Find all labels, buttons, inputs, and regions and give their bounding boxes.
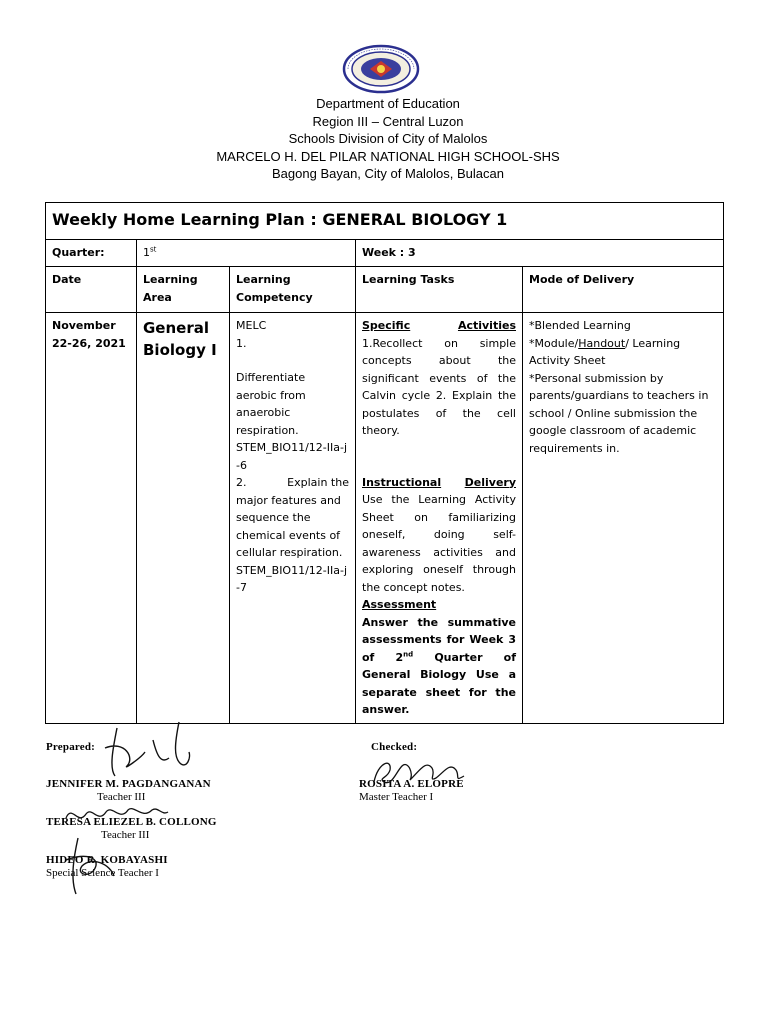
header-line-3: Schools Division of City of Malolos: [288, 131, 488, 146]
competency-item-2: major features and sequence the chemical events of cellular respiration.: [236, 493, 343, 559]
school-header: [0, 95, 768, 183]
handwritten-signature-1: [95, 718, 205, 780]
learning-plan-table: [45, 202, 724, 724]
competency-item-2-head: 2. Explain the: [236, 476, 349, 489]
signatory-2-name: TERESA ELIEZEL B. COLLONG: [46, 816, 217, 828]
date-cell: November 22-26, 2021: [46, 313, 137, 724]
signatory-2-title: Teacher III: [101, 829, 150, 841]
signatory-4-name: ROSITA A. ELOPRE: [359, 778, 464, 790]
header-line-4: MARCELO H. DEL PILAR NATIONAL HIGH SCHOOL-SHS: [216, 148, 560, 164]
assessment-text: Answer the summative assessments for Week 3 of 2nd Quarter of General Biology Use a separate sheet for the answer.: [362, 615, 516, 716]
deped-seal-logo: [342, 44, 420, 94]
header-line-2: Region III – Central Luzon: [312, 113, 464, 129]
competency-code-1: STEM_BIO11/12-IIa-j-6: [236, 441, 348, 472]
signatory-3-name: HIDEO R. KOBAYASHI: [46, 854, 168, 866]
competency-code-2: STEM_BIO11/12-IIa-j-7: [236, 563, 348, 594]
mode-line-2: *Module/Handout/ Learning Activity Sheet: [529, 336, 681, 367]
competency-num-1: 1.: [236, 336, 247, 350]
handwritten-signature-3: [58, 834, 128, 898]
signatory-1-title: Teacher III: [97, 791, 146, 803]
signatory-3-title: Special Science Teacher I: [46, 867, 159, 879]
week-label: Week : 3: [356, 240, 724, 267]
quarter-label: Quarter:: [46, 240, 137, 267]
quarter-value: 1st: [137, 240, 356, 267]
melc-label: MELC: [236, 319, 267, 332]
header-line-5: Bagong Bayan, City of Malolos, Bulacan: [272, 166, 504, 181]
col-header-tasks: Learning Tasks: [356, 267, 523, 313]
area-cell: [137, 313, 230, 724]
col-header-area: Learning Area: [137, 267, 230, 313]
col-header-date: Date: [46, 267, 137, 313]
mode-line-1: *Blended Learning: [529, 319, 631, 332]
area-text: General Biology I: [143, 319, 217, 359]
specific-activities-text: 1.Recollect on simple concepts about the significant events of the Calvin cycle 2. Explain the postulates of the cell theory.: [362, 336, 516, 437]
prepared-label: Prepared:: [46, 741, 96, 753]
signatory-1-name: JENNIFER M. PAGDANGANAN: [46, 778, 211, 790]
competency-cell: [230, 313, 356, 724]
mode-cell: [523, 313, 724, 724]
signatory-4-title: Master Teacher I: [359, 791, 434, 803]
header-line-1: Department of Education: [316, 96, 460, 111]
col-header-competency: Learning Competency: [230, 267, 356, 313]
assessment-heading: Assessment: [362, 598, 437, 611]
mode-line-3: *Personal submission by parents/guardians to teachers in school / Online submission the google classroom of academic requirements in.: [529, 371, 709, 455]
instructional-delivery-text: Use the Learning Activity Sheet on familiarizing oneself, doing self-awareness activities and exploring oneself through the concept notes.: [362, 493, 516, 594]
plan-title: Weekly Home Learning Plan : GENERAL BIOLOGY 1: [46, 203, 724, 240]
tasks-cell: [356, 313, 523, 724]
instructional-delivery-heading: Instructional Delivery: [362, 475, 516, 489]
checked-label: Checked:: [371, 741, 418, 753]
col-header-mode: Mode of Delivery: [523, 267, 724, 313]
competency-item-1: Differentiate aerobic from anaerobic respiration.: [236, 371, 306, 437]
specific-activities-heading: Specific Activities: [362, 319, 516, 332]
